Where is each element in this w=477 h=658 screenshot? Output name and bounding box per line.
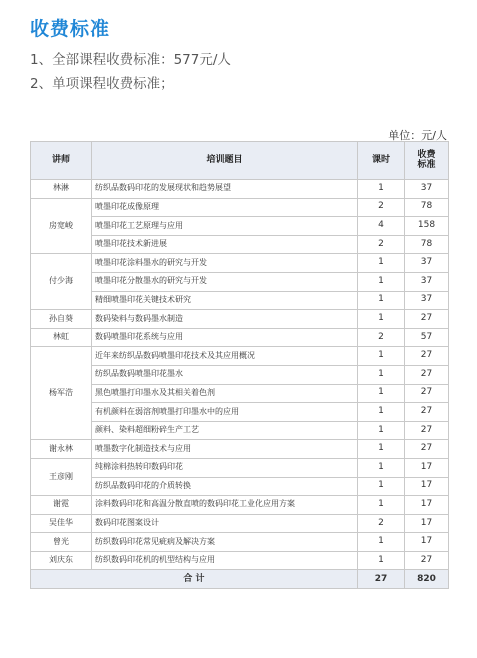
table-row [31, 496, 449, 515]
hours-cell: 1 [358, 421, 405, 440]
header-topic: 培训题目 [92, 142, 358, 180]
header-fee: 收费 标准 [405, 142, 449, 180]
topic-cell: 黑色喷墨打印墨水及其相关着色剂 [92, 384, 358, 403]
table-row [31, 384, 449, 403]
table-row [31, 551, 449, 570]
teacher-cell: 付少海 [31, 254, 92, 310]
table-header-row [31, 142, 449, 180]
fee-cell: 27 [405, 440, 449, 459]
topic-cell: 纺织品数码喷墨印花墨水 [92, 365, 358, 384]
hours-cell: 1 [358, 551, 405, 570]
fee-cell: 27 [405, 421, 449, 440]
fee-cell: 27 [405, 310, 449, 329]
fee-cell: 78 [405, 198, 449, 217]
hours-cell: 1 [358, 477, 405, 496]
table-row [31, 198, 449, 217]
hours-cell: 2 [358, 514, 405, 533]
topic-cell: 数码喷墨印花系统与应用 [92, 328, 358, 347]
teacher-cell: 林虹 [31, 328, 92, 347]
hours-cell: 4 [358, 217, 405, 236]
fee-table [30, 141, 449, 589]
topic-cell: 纯棉涂料热转印数码印花 [92, 458, 358, 477]
fee-cell: 57 [405, 328, 449, 347]
fee-cell: 17 [405, 477, 449, 496]
header-teacher: 讲师 [31, 142, 92, 180]
topic-cell: 喷墨印花涂料墨水的研究与开发 [92, 254, 358, 273]
hours-cell: 1 [358, 310, 405, 329]
teacher-cell: 房宽峻 [31, 198, 92, 254]
table-row [31, 421, 449, 440]
all-course-fee-line: 1、全部课程收费标准：577元/人 [30, 52, 231, 68]
hours-cell: 1 [358, 533, 405, 552]
hours-cell: 1 [358, 291, 405, 310]
fee-cell: 27 [405, 365, 449, 384]
table-row [31, 180, 449, 199]
table-row [31, 440, 449, 459]
table-row [31, 310, 449, 329]
teacher-cell: 谢永林 [31, 440, 92, 459]
single-course-fee-line: 2、单项课程收费标准； [30, 76, 174, 92]
teacher-cell: 谢霓 [31, 496, 92, 515]
hours-cell: 1 [358, 180, 405, 199]
topic-cell: 有机颜料在弱溶剂喷墨打印墨水中的应用 [92, 403, 358, 422]
teacher-cell: 王彦刚 [31, 458, 92, 495]
hours-cell: 1 [358, 384, 405, 403]
fee-cell: 158 [405, 217, 449, 236]
hours-cell: 1 [358, 458, 405, 477]
total-label: 合 计 [31, 570, 358, 589]
page-title: 收费标准 [30, 18, 111, 40]
teacher-cell: 孙自葵 [31, 310, 92, 329]
fee-cell: 17 [405, 533, 449, 552]
teacher-cell: 吴佳华 [31, 514, 92, 533]
fee-cell: 17 [405, 458, 449, 477]
topic-cell: 数码印花图案设计 [92, 514, 358, 533]
fee-cell: 27 [405, 347, 449, 366]
hours-cell: 1 [358, 496, 405, 515]
total-fee: 820 [405, 570, 449, 589]
fee-cell: 37 [405, 180, 449, 199]
fee-cell: 78 [405, 235, 449, 254]
topic-cell: 纺织数码印花机的机型结构与应用 [92, 551, 358, 570]
teacher-cell: 曾光 [31, 533, 92, 552]
hours-cell: 1 [358, 440, 405, 459]
topic-cell: 数码染料与数码墨水制造 [92, 310, 358, 329]
topic-cell: 喷墨印花工艺原理与应用 [92, 217, 358, 236]
hours-cell: 1 [358, 403, 405, 422]
hours-cell: 1 [358, 272, 405, 291]
header-hours: 课时 [358, 142, 405, 180]
fee-cell: 17 [405, 514, 449, 533]
fee-cell: 27 [405, 384, 449, 403]
fee-cell: 17 [405, 496, 449, 515]
topic-cell: 颜料、染料超细粉碎生产工艺 [92, 421, 358, 440]
table-row [31, 533, 449, 552]
fee-cell: 27 [405, 551, 449, 570]
table-row [31, 347, 449, 366]
teacher-cell: 林淋 [31, 180, 92, 199]
topic-cell: 近年来纺织品数码喷墨印花技术及其应用概况 [92, 347, 358, 366]
fee-cell: 27 [405, 403, 449, 422]
teacher-cell: 杨军浩 [31, 347, 92, 440]
table-row [31, 291, 449, 310]
fee-cell: 37 [405, 254, 449, 273]
hours-cell: 1 [358, 254, 405, 273]
hours-cell: 2 [358, 198, 405, 217]
hours-cell: 2 [358, 235, 405, 254]
hours-cell: 2 [358, 328, 405, 347]
topic-cell: 喷墨数字化制造技术与应用 [92, 440, 358, 459]
topic-cell: 喷墨印花分散墨水的研究与开发 [92, 272, 358, 291]
hours-cell: 1 [358, 347, 405, 366]
topic-cell: 纺织品数码印花的发展现状和趋势展望 [92, 180, 358, 199]
table-row [31, 403, 449, 422]
hours-cell: 1 [358, 365, 405, 384]
topic-cell: 喷墨印花技术新进展 [92, 235, 358, 254]
table-row [31, 254, 449, 273]
topic-cell: 精细喷墨印花关键技术研究 [92, 291, 358, 310]
table-row [31, 365, 449, 384]
table-row [31, 458, 449, 477]
table-row [31, 217, 449, 236]
total-hours: 27 [358, 570, 405, 589]
table-row [31, 477, 449, 496]
fee-cell: 37 [405, 291, 449, 310]
table-row [31, 235, 449, 254]
teacher-cell: 刘庆东 [31, 551, 92, 570]
table-row [31, 514, 449, 533]
topic-cell: 喷墨印花成像原理 [92, 198, 358, 217]
total-row [31, 570, 449, 589]
table-row [31, 328, 449, 347]
topic-cell: 涂料数码印花和高温分散直喷的数码印花工业化应用方案 [92, 496, 358, 515]
table-row [31, 272, 449, 291]
topic-cell: 纺织数码印花常见疵病及解决方案 [92, 533, 358, 552]
topic-cell: 纺织品数码印花的介质转换 [92, 477, 358, 496]
fee-cell: 37 [405, 272, 449, 291]
unit-label: 单位：元/人 [388, 129, 447, 142]
